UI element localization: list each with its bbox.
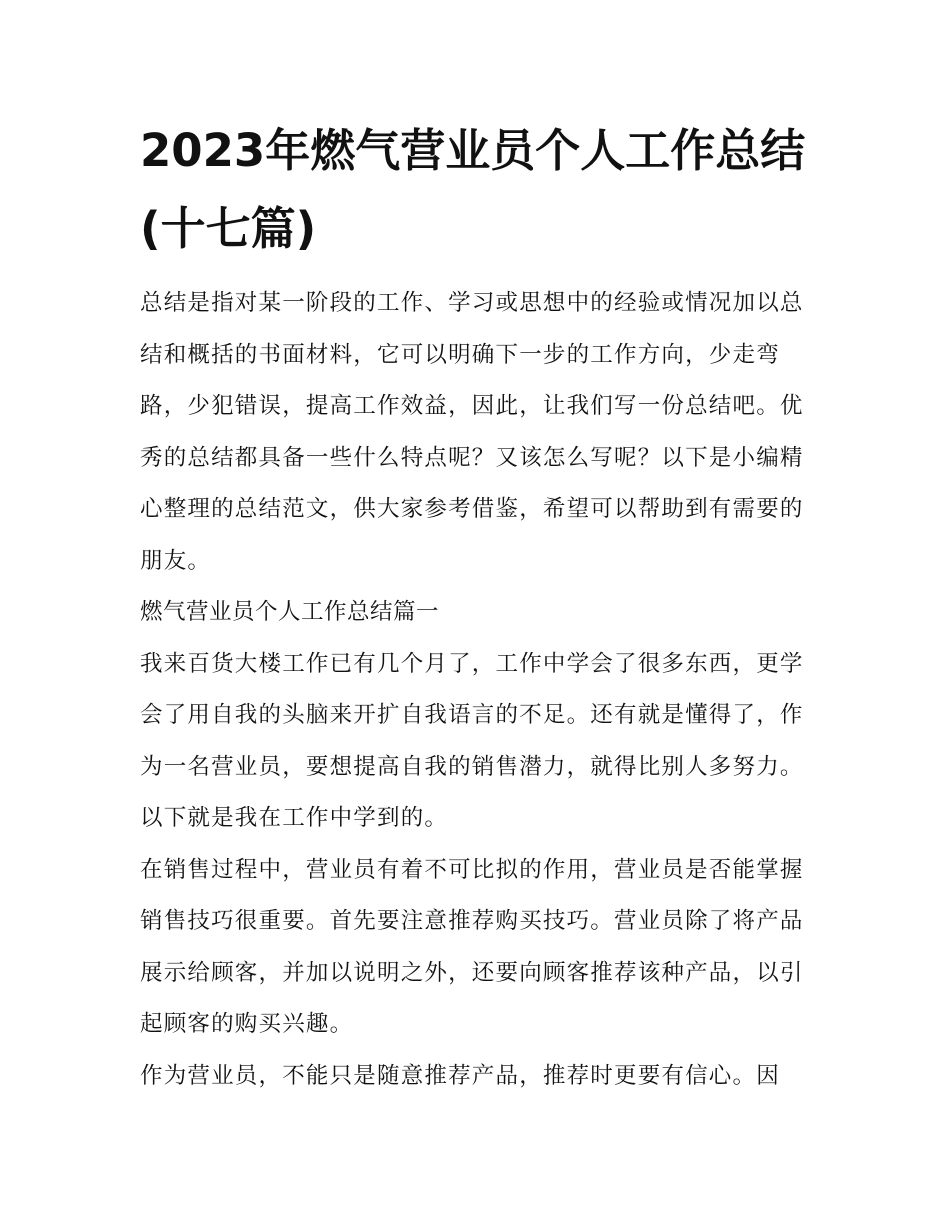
body-paragraph-3: 作为营业员，不能只是随意推荐产品，推荐时更要有信心。因 (140, 1062, 780, 1089)
document-page (140, 112, 812, 1102)
body-paragraph-2: 在销售过程中，营业员有着不可比拟的作用，营业员是否能掌握销售技巧很重要。首先要注意推荐购买技巧。营业员除了将产品展示给顾客，并加以说明之外，还要向顾客推荐该种产品，以引起顾客的购买兴趣。 (140, 856, 804, 1037)
body-paragraph-1: 我来百货大楼工作已有几个月了，工作中学会了很多东西，更学会了用自我的头脑来开扩自我语言的不足。还有就是懂得了，作为一名营业员，要想提高自我的销售潜力，就得比别人多努力。以下就是我在工作中学到的。 (140, 650, 804, 831)
intro-paragraph: 总结是指对某一阶段的工作、学习或思想中的经验或情况加以总结和概括的书面材料，它可以明确下一步的工作方向，少走弯路，少犯错误，提高工作效益，因此，让我们写一份总结吧。优秀的总结都具备一些什么特点呢？又该怎么写呢？以下是小编精心整理的总结范文，供大家参考借鉴，希望可以帮助到有需要的朋友。 (140, 290, 804, 574)
section-heading: 燃气营业员个人工作总结篇一 (140, 599, 440, 625)
document-title: 2023年燃气营业员个人工作总结(十七篇) (140, 124, 806, 255)
